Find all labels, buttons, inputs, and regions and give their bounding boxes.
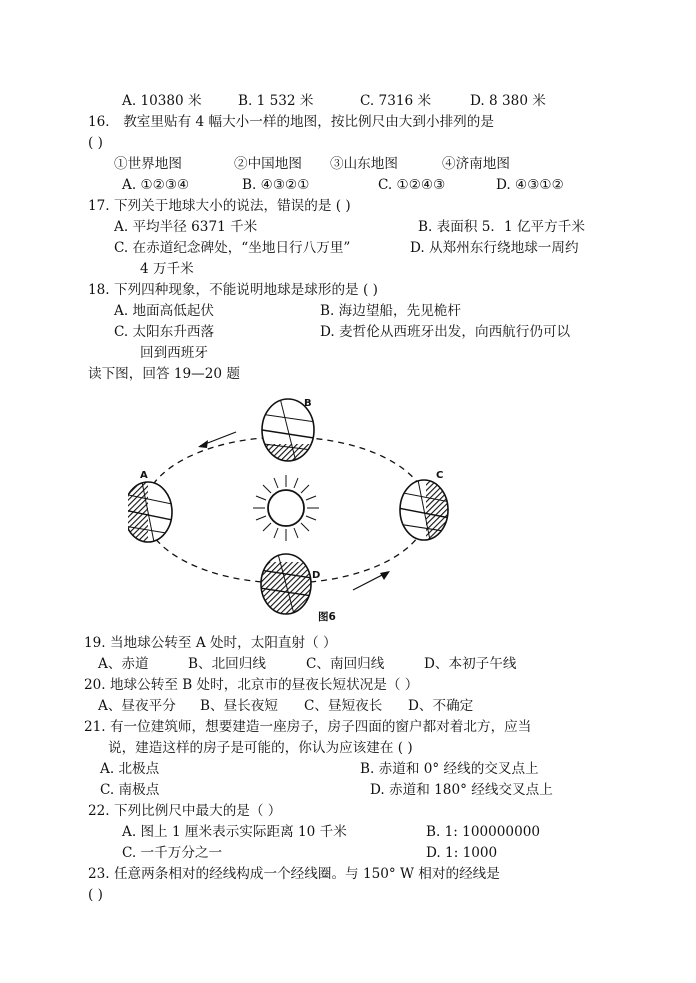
q17-option-d: D. 从郑州东行绕地球一周约 <box>410 240 579 256</box>
q18-option-d: D. 麦哲伦从西班牙出发，向西航行仍可以 <box>320 324 571 340</box>
q16-option-b: B. ④③②① <box>242 177 310 193</box>
q21-option-c: C. 南极点 <box>100 782 160 798</box>
q20-option-a: A、昼夜平分 <box>98 698 176 714</box>
q18-option-d-continued: 回到西班牙 <box>140 345 208 361</box>
label-a: A <box>140 470 148 481</box>
q22-option-b: B. 1: 100000000 <box>426 824 541 840</box>
q19-option-c: C、南回归线 <box>306 656 385 672</box>
earth-position-c <box>398 478 452 542</box>
q16-option-a: A. ①②③④ <box>122 177 190 193</box>
q20-option-b: B、昼长夜短 <box>200 698 278 714</box>
earth-position-d <box>258 552 321 614</box>
orbit-arrow-upper-left <box>198 432 236 448</box>
q16-option-c: C. ①②④③ <box>378 177 446 193</box>
q21-option-d: D. 赤道和 180° 经线交叉点上 <box>370 782 553 798</box>
q16-item-2: ②中国地图 <box>234 156 302 172</box>
q19-stem: 19. 当地球公转至 A 处时，太阳直射（ ） <box>84 635 337 651</box>
q19-option-b: B、北回归线 <box>188 656 266 672</box>
read-figure-instruction: 读下图，回答 19—20 题 <box>88 366 240 382</box>
q20-option-c: C、昼短夜长 <box>304 698 383 714</box>
q16-answer-blank: ( ) <box>88 135 103 151</box>
q18-stem: 18. 下列四种现象，不能说明地球是球形的是 ( ) <box>88 282 378 298</box>
label-b: B <box>304 398 312 409</box>
q22-option-d: D. 1: 1000 <box>426 845 498 861</box>
q16-item-4: ④济南地图 <box>442 156 510 172</box>
q17-stem: 17. 下列关于地球大小的说法，错误的是 ( ) <box>88 198 351 214</box>
q21-stem: 21. 有一位建筑师，想要建造一座房子，房子四面的窗户都对着北方，应当 <box>84 719 532 735</box>
q17-option-d-continued: 4 万千米 <box>140 261 194 277</box>
q22-option-c: C. 一千万分之一 <box>122 845 223 861</box>
q21-option-b: B. 赤道和 0° 经线的交叉点上 <box>360 761 539 777</box>
q19-option-d: D、本初子午线 <box>424 656 517 672</box>
orbit-arrow-lower-right <box>353 571 390 590</box>
q15-option-c: C. 7316 米 <box>360 93 432 109</box>
q16-option-d: D. ④③①② <box>496 177 564 193</box>
q22-option-a: A. 图上 1 厘米表示实际距离 10 千米 <box>122 824 347 840</box>
q18-option-b: B. 海边望船，先见桅杆 <box>320 303 461 319</box>
label-c: C <box>436 470 444 481</box>
q16-stem: 16． 教室里贴有 4 幅大小一样的地图，按比例尺由大到小排列的是 <box>88 114 494 130</box>
earth-orbit-diagram <box>128 392 468 630</box>
sun-icon <box>253 475 319 541</box>
q16-item-3: ③山东地图 <box>330 156 398 172</box>
q15-option-b: B. 1 532 米 <box>238 93 314 109</box>
q19-option-a: A、赤道 <box>98 656 149 672</box>
label-d: D <box>312 570 321 581</box>
q23-answer-blank: ( ) <box>88 887 103 903</box>
q17-option-a: A. 平均半径 6371 千米 <box>114 219 258 235</box>
q17-option-c: C. 在赤道纪念碑处，“坐地日行八万里” <box>114 240 351 256</box>
earth-position-a <box>128 480 172 544</box>
q16-item-1: ①世界地图 <box>114 156 182 172</box>
q21-stem-continued: 说，建造这样的房子是可能的，你认为应该建在 ( ) <box>108 740 413 756</box>
figure-caption: 图6 <box>318 611 336 623</box>
q17-option-b: B. 表面积 5．1 亿平方千米 <box>418 219 585 235</box>
q21-option-a: A. 北极点 <box>100 761 160 777</box>
q18-option-a: A. 地面高低起伏 <box>114 303 215 319</box>
q18-option-c: C. 太阳东升西落 <box>114 324 215 340</box>
q20-stem: 20. 地球公转至 B 处时，北京市的昼夜长短状况是（ ） <box>84 677 419 693</box>
q20-option-d: D、不确定 <box>408 698 474 714</box>
q15-option-a: A. 10380 米 <box>122 93 202 109</box>
q15-option-d: D. 8 380 米 <box>470 93 546 109</box>
q23-stem: 23. 任意两条相对的经线构成一个经线圈。与 150° W 相对的经线是 <box>88 866 500 882</box>
q22-stem: 22. 下列比例尺中最大的是（ ） <box>88 803 282 819</box>
